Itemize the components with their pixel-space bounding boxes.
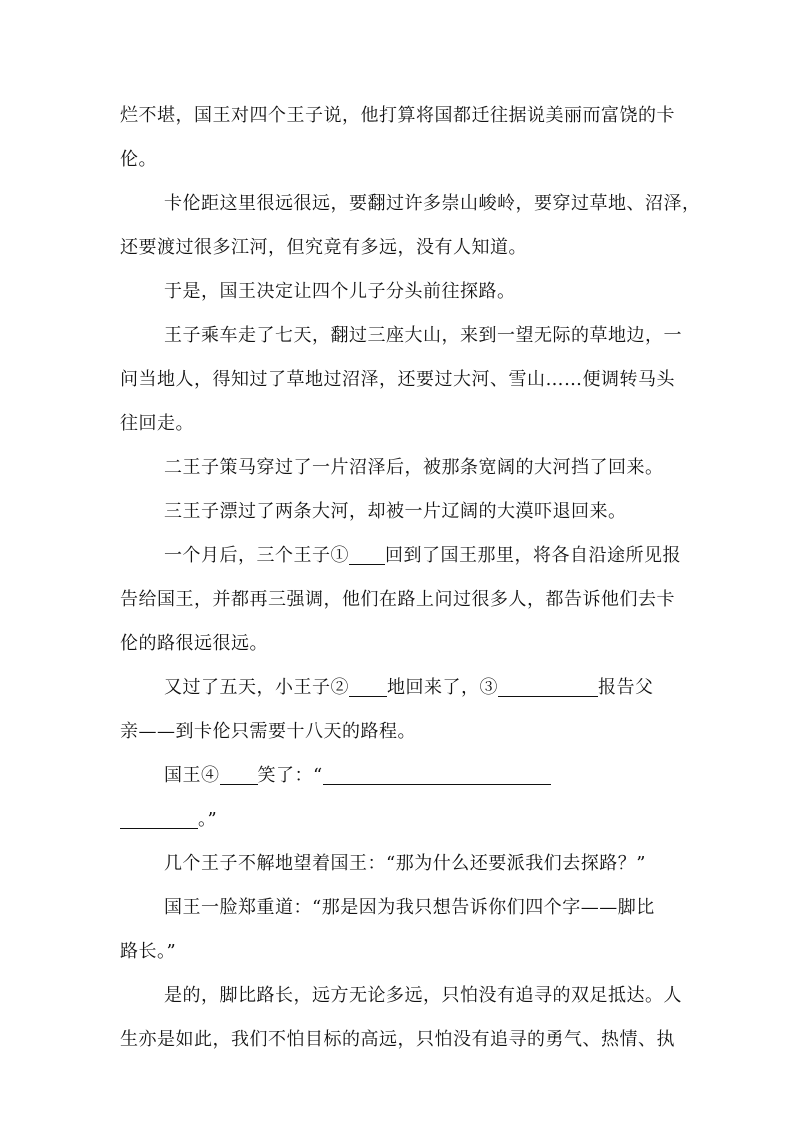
text-line	[120, 980, 680, 1024]
text: 于是，国王决定让四个儿子分头前往探路。	[164, 281, 516, 302]
text-line	[120, 760, 680, 804]
text: 几个王子不解地望着国王：“那为什么还要派我们去探路？”	[164, 853, 646, 874]
text-line	[120, 496, 680, 540]
text-line	[120, 1024, 680, 1068]
text: 问当地人，得知过了草地过沼泽，还要过大河、雪山……便调转马头	[120, 369, 675, 390]
answer-blank-2[interactable]	[349, 674, 387, 697]
text-line	[120, 188, 701, 232]
text: 伦。	[120, 149, 157, 170]
text: 又过了五天，小王子②	[164, 677, 349, 698]
text: 烂不堪，国王对四个王子说，他打算将国都迁往据说美丽而富饶的卡	[120, 105, 675, 126]
text: 卡伦距这里很远很远，要翻过许多崇山峻岭，要穿过草地、沼泽，	[164, 193, 701, 214]
answer-blank-4[interactable]	[220, 762, 258, 785]
text: 二王子策马穿过了一片沼泽后，被那条宽阔的大河挡了回来。	[164, 457, 664, 478]
text-line	[120, 628, 680, 672]
answer-blank-5-continued[interactable]	[120, 806, 198, 829]
text: 是的，脚比路长，远方无论多远，只怕没有追寻的双足抵达。人	[164, 985, 682, 1006]
text-line	[120, 892, 680, 936]
text: 往回走。	[120, 413, 194, 434]
text: 。”	[198, 809, 218, 830]
text-line	[120, 232, 680, 276]
text: 一个月后，三个王子①	[164, 545, 349, 566]
text: 生亦是如此，我们不怕目标的高远，只怕没有追寻的勇气、热情、执	[120, 1029, 675, 1050]
text-line	[120, 276, 680, 320]
text: 伦的路很远很远。	[120, 633, 268, 654]
text-line	[120, 936, 680, 980]
text-line	[120, 584, 680, 628]
text-line	[120, 320, 680, 364]
document-page	[120, 100, 701, 1068]
text-line	[120, 848, 680, 892]
text: 回到了国王那里，将各自沿途所见报	[385, 545, 681, 566]
text-line	[120, 452, 680, 496]
text: 王子乘车走了七天，翻过三座大山，来到一望无际的草地边，一	[164, 325, 682, 346]
text: 国王④	[164, 765, 220, 786]
text-line	[120, 540, 680, 584]
text: 三王子漂过了两条大河，却被一片辽阔的大漠吓退回来。	[164, 501, 627, 522]
answer-blank-5[interactable]	[323, 762, 551, 785]
text: 笑了：“	[257, 765, 323, 786]
text-line	[120, 144, 680, 188]
text-line	[120, 804, 680, 848]
text-line	[120, 408, 680, 452]
text: 路长。”	[120, 941, 177, 962]
text-line	[120, 364, 680, 408]
text: 告给国王，并都再三强调，他们在路上问过很多人，都告诉他们去卡	[120, 589, 675, 610]
text: 还要渡过很多江河，但究竟有多远，没有人知道。	[120, 237, 527, 258]
text: 国王一脸郑重道：“那是因为我只想告诉你们四个字——脚比	[164, 897, 655, 918]
text: 亲——到卡伦只需要十八天的路程。	[120, 721, 416, 742]
answer-blank-1[interactable]	[349, 542, 385, 565]
answer-blank-3[interactable]	[498, 674, 598, 697]
text: 地回来了，③	[387, 677, 498, 698]
text-line	[120, 716, 680, 760]
text-line	[120, 100, 680, 144]
text-line	[120, 672, 680, 716]
text: 报告父	[598, 677, 654, 698]
